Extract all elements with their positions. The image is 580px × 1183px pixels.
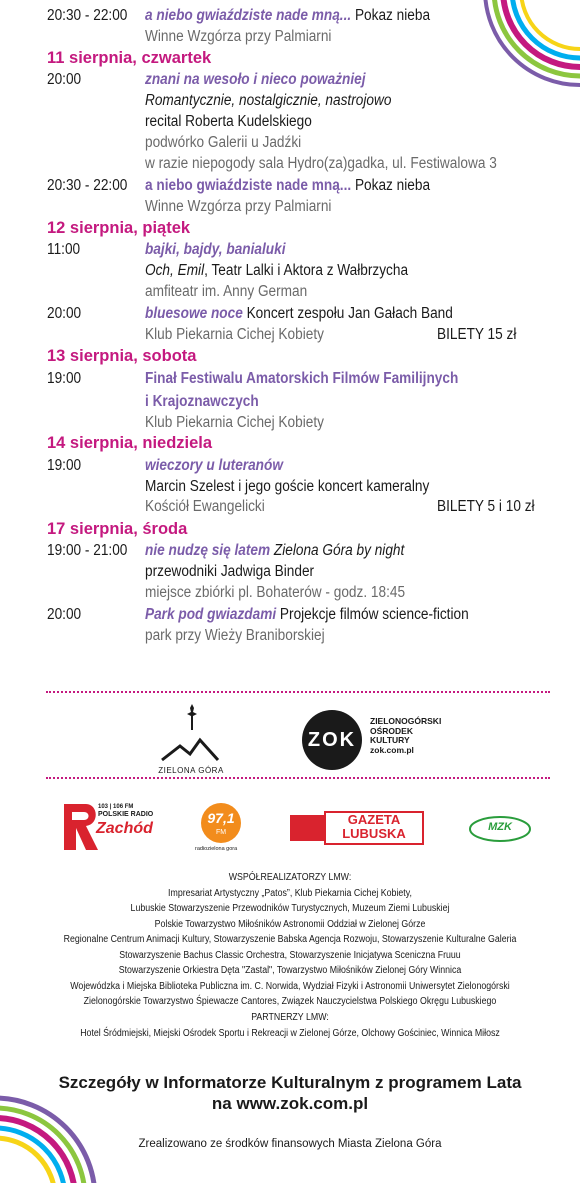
zok-name-line: ZIELONOGÓRSKI <box>370 716 442 726</box>
partners-list: Hotel Śródmiejski, Miejski Ośrodek Sportu i Rekreacji w Zielonej Górze, Olchowy Gościniec, Winnica Miłosz <box>80 1027 500 1039</box>
details-website: na www.zok.com.pl <box>211 1094 369 1113</box>
details-line: Szczegóły w Informatorze Kulturalnym z programem Lata <box>58 1073 522 1092</box>
ticket-price: BILETY 15 zł <box>437 326 517 343</box>
co-organizers-line: Impresariat Artystyczny „Patos”, Klub Piekarnia Cichej Kobiety, <box>168 887 412 899</box>
zok-name-line: KULTURY <box>370 735 410 745</box>
partners-section <box>0 1010 580 1041</box>
event-line <box>145 605 469 625</box>
radio-zielona-gora-logo <box>195 803 255 855</box>
radio-zachod-logo <box>60 800 158 856</box>
performance-title: Och, Emil <box>145 262 205 279</box>
event-line <box>145 541 404 561</box>
details-note <box>0 1072 580 1114</box>
zok-emblem: ZOK <box>302 710 362 770</box>
zok-website: zok.com.pl <box>370 744 414 755</box>
day-heading: 11 sierpnia, czwartek <box>47 49 212 67</box>
event-title: bluesowe noce <box>145 305 243 322</box>
mzk-logo <box>468 814 532 844</box>
radio-zachod-network: POLSKIE RADIO <box>98 811 154 818</box>
partners-heading: PARTNERZY LMW: <box>251 1012 329 1023</box>
event-title: a niebo gwiaździste nade mną... <box>145 7 352 24</box>
co-organizers-line: Zielonogórskie Towarzystwo Śpiewacze Cantores, Związek Nauczycielstwa Polskiego Okręgu Lubuskiego <box>83 996 497 1007</box>
day-heading: 17 sierpnia, środa <box>47 520 188 538</box>
gazeta-title <box>324 811 424 845</box>
co-organizers-line: Lubuskie Stowarzyszenie Przewodników Turystycznych, Muzeum Ziemi Lubuskiej <box>130 903 450 914</box>
event-line <box>145 6 430 26</box>
day-heading: 14 sierpnia, niedziela <box>47 434 213 452</box>
event-description <box>145 261 408 281</box>
event-time: 20:00 <box>47 71 82 88</box>
co-organizers-line: Regionalne Centrum Animacji Kultury, Stowarzyszenie Babska Agencja Rozwoju, Stowarzyszenie Kulturalne Galeria <box>63 934 517 945</box>
co-organizers-heading: WSPÓŁREALIZATORZY LMW: <box>228 872 352 883</box>
funding-note: Zrealizowano ze środków finansowych Miasta Zielona Góra <box>138 1138 442 1150</box>
co-organizers-line: Stowarzyszenie Bachus Classic Orchestra, Stowarzyszenie Inicjatywa Sceniczna Fruuu <box>119 949 461 961</box>
event-venue: miejsce zbiórki pl. Bohaterów - godz. 18:45 <box>145 584 406 601</box>
gazeta-red-block <box>290 815 324 841</box>
event-subtitle: Zielona Góra by night <box>270 542 405 559</box>
radio-zg-fm: FM <box>215 829 227 836</box>
day-heading: 12 sierpnia, piątek <box>47 219 191 237</box>
event-time: 11:00 <box>47 241 81 258</box>
event-title: znani na wesoło i nieco poważniej <box>145 71 366 88</box>
gazeta-title-line: GAZETA <box>347 812 401 827</box>
event-title: Finał Festiwalu Amatorskich Filmów Familijnych <box>145 370 459 387</box>
event-venue: Winne Wzgórza przy Palmiarni <box>145 198 332 215</box>
event-venue-alternative: w razie niepogody sala Hydro(za)gadka, ul. Festiwalowa 3 <box>145 155 497 172</box>
event-title: nie nudzę się latem <box>145 542 271 559</box>
decorative-arcs-top-right <box>450 0 580 90</box>
event-line <box>145 176 430 196</box>
event-venue: podwórko Galerii u Jadźki <box>145 134 302 151</box>
event-description: Romantycznie, nostalgicznie, nastrojowo <box>145 92 392 109</box>
co-organizers-section <box>0 870 580 1010</box>
ticket-price: BILETY 5 i 10 zł <box>437 498 535 515</box>
event-time: 19:00 - 21:00 <box>47 542 128 559</box>
event-description: Pokaz nieba <box>351 7 431 24</box>
radio-zg-badge <box>201 803 241 843</box>
event-time: 19:00 <box>47 370 82 387</box>
event-description: Koncert zespołu Jan Gałach Band <box>242 305 453 322</box>
event-description: Projekcje filmów science-fiction <box>276 606 469 623</box>
event-title: Park pod gwiazdami <box>145 606 277 623</box>
event-venue: Klub Piekarnia Cichej Kobiety <box>145 326 324 343</box>
event-venue: Kościół Ewangelicki <box>145 498 265 515</box>
event-line <box>145 304 453 324</box>
event-title-cont: i Krajoznawczych <box>145 393 259 410</box>
day-heading: 13 sierpnia, sobota <box>47 347 197 365</box>
radio-zg-name: radiozielona gora <box>195 846 238 852</box>
performer: , Teatr Lalki i Aktora z Wałbrzycha <box>204 262 409 279</box>
event-title: a niebo gwiaździste nade mną... <box>145 177 352 194</box>
event-time: 20:30 - 22:00 <box>47 177 128 194</box>
gazeta-title-line: LUBUSKA <box>342 826 406 841</box>
dotted-divider <box>46 691 550 693</box>
event-description: przewodniki Jadwiga Binder <box>145 563 315 580</box>
mzk-label: MZK <box>488 821 512 833</box>
event-time: 20:30 - 22:00 <box>47 7 128 24</box>
event-time: 20:00 <box>47 305 82 322</box>
event-venue: park przy Wieży Braniborskiej <box>145 627 325 644</box>
zielona-gora-label: ZIELONA GÓRA <box>158 766 224 775</box>
event-description: Pokaz nieba <box>351 177 431 194</box>
zok-name-line: OŚRODEK <box>370 725 413 736</box>
co-organizers-line: Wojewódzka i Miejska Biblioteka Publiczna im. C. Norwida, Wydział Fizyki i Astronomii Uniwersytet Zielonogórski <box>70 980 510 992</box>
event-title: wieczory u luteranów <box>145 457 283 474</box>
event-time: 19:00 <box>47 457 82 474</box>
event-venue: Winne Wzgórza przy Palmiarni <box>145 28 332 45</box>
event-description: Marcin Szelest i jego goście koncert kameralny <box>145 478 430 495</box>
radio-zachod-frequencies: 103 | 106 FM <box>98 804 134 810</box>
zok-name <box>370 717 441 755</box>
zielona-gora-logo <box>158 700 224 780</box>
gazeta-lubuska-logo <box>290 811 430 845</box>
event-title: bajki, bajdy, banialuki <box>145 241 286 258</box>
dotted-divider <box>46 777 550 779</box>
radio-zachod-name: Zachód <box>96 820 153 837</box>
radio-zg-frequency: 97,1 <box>207 810 235 826</box>
zielona-gora-emblem-icon <box>160 700 220 766</box>
event-venue: Klub Piekarnia Cichej Kobiety <box>145 414 324 431</box>
co-organizers-line: Polskie Towarzystwo Miłośników Astronomii Oddział w Zielonej Górze <box>154 918 426 930</box>
co-organizers-line: Stowarzyszenie Orkiestra Dęta "Zastal", Towarzystwo Miłośników Zielonej Góry Winnica <box>118 965 462 976</box>
event-venue: amfiteatr im. Anny German <box>145 283 308 300</box>
event-time: 20:00 <box>47 606 82 623</box>
event-description: recital Roberta Kudelskiego <box>145 113 312 130</box>
